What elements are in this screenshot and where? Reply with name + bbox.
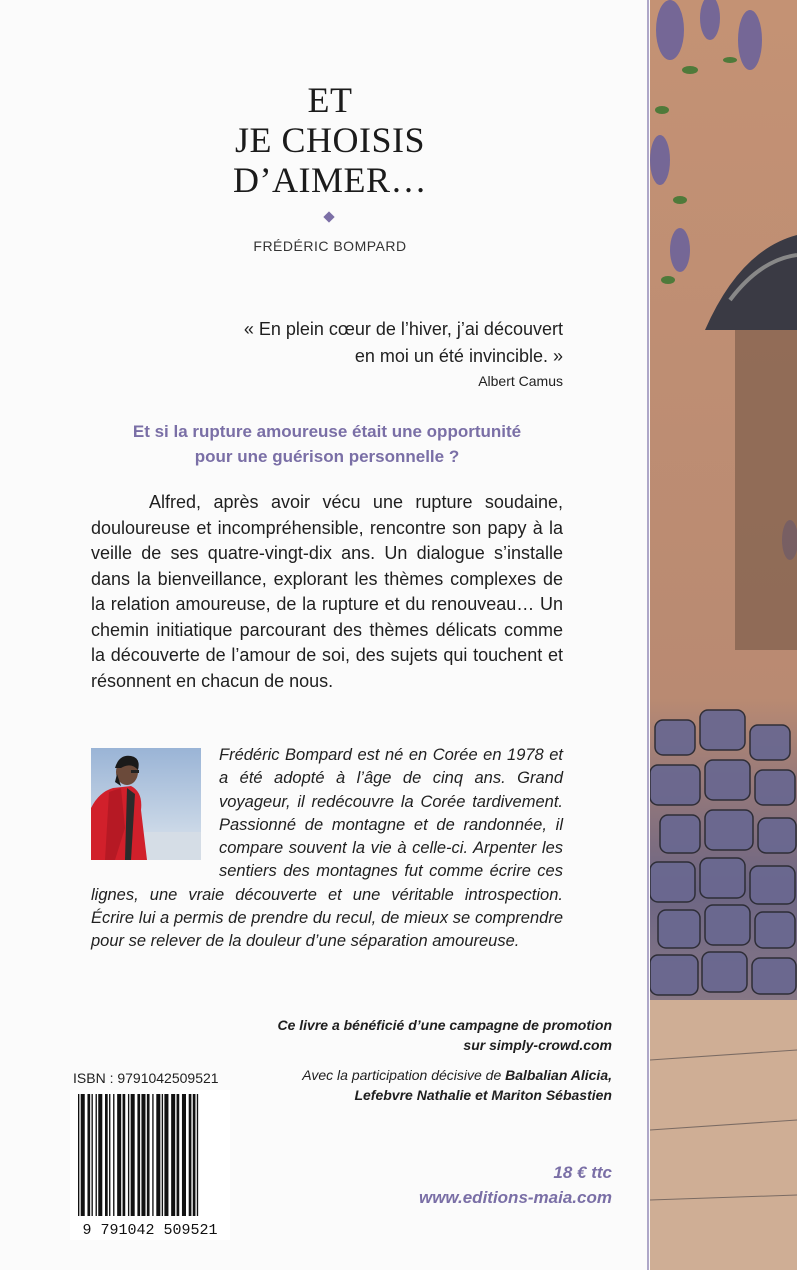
epigraph-quote: [200, 316, 563, 391]
participation-prefix: Avec la participation décisive de: [302, 1067, 506, 1083]
barcode-bar: [162, 1094, 163, 1216]
barcode-bar: [193, 1094, 196, 1216]
bio-text: Frédéric Bompard est né en Corée en 1978 et a été adopté à l’âge de cinq ans. Grand voyageur, il redécouvre la Corée tardivement. Passionné de montagne et de randonnée, il compare souvent la vie à celle-ci. Arpenter les sentiers des montagnes fut comme écrire ces lignes, une vraie découverte et une véritable introspection. Écrire lui a permis de prendre du recul, de mieux se comprendre pour se relever de la douleur d’une séparation amoureuse.: [91, 746, 563, 951]
barcode-bar: [131, 1094, 135, 1216]
cover-illustration: [650, 0, 797, 1270]
barcode-bar: [137, 1094, 140, 1216]
title-line-1: ET: [307, 80, 353, 120]
participants-names-2: Lefebvre Nathalie et Mariton Sébastien: [354, 1087, 612, 1103]
synopsis-paragraph: Alfred, après avoir vécu une rupture soudaine, douloureuse et incompréhensible, rencontre son papy à la veille de ses quatre-vingt-dix ans. Un dialogue s’installe dans la bienveillance, explorant les thèmes complexes de la relation amoureuse, de la rupture et du renouveau… Un chemin initiatique parcourant des thèmes délicats comme la découverte de l’amour de soi, des sujets qui touchent et résonnent en chacun de nous.: [91, 492, 563, 691]
isbn-label: ISBN : 9791042509521: [73, 1070, 219, 1086]
tagline-question: [92, 419, 562, 469]
quote-line-1: « En plein cœur de l’hiver, j’ai découvert: [243, 319, 563, 339]
barcode-bar: [141, 1094, 145, 1216]
barcode-bar: [105, 1094, 108, 1216]
participants-names-1: Balbalian Alicia,: [505, 1067, 612, 1083]
book-title: [180, 80, 480, 200]
author-name: FRÉDÉRIC BOMPARD: [253, 238, 407, 254]
barcode-bar: [87, 1094, 90, 1216]
barcode-bar: [156, 1094, 160, 1216]
barcode-bar: [189, 1094, 192, 1216]
cover-edge-line: [647, 0, 649, 1270]
credits-block: [230, 1015, 612, 1105]
barcode-bar: [96, 1094, 97, 1216]
credits-line-1: Ce livre a bénéficié d’une campagne de promotion: [277, 1017, 612, 1033]
question-line-2: pour une guérison personnelle ?: [194, 447, 460, 466]
photo-spacer: [91, 744, 219, 882]
barcode-bar: [164, 1094, 168, 1216]
price: 18 € ttc: [553, 1163, 612, 1182]
title-line-2: JE CHOISIS: [234, 120, 426, 160]
quote-author: Albert Camus: [478, 373, 563, 389]
barcode-bar: [152, 1094, 153, 1216]
barcode-bar: [182, 1094, 186, 1216]
quote-line-2: en moi un été invincible. »: [354, 346, 563, 366]
author-biography: [91, 744, 563, 954]
credits-line-2: sur simply-crowd.com: [463, 1037, 612, 1053]
barcode-bar: [177, 1094, 180, 1216]
barcode-bar: [171, 1094, 175, 1216]
question-line-1: Et si la rupture amoureuse était une opportunité: [132, 422, 522, 441]
barcode-bar: [113, 1094, 114, 1216]
barcode-bar: [128, 1094, 129, 1216]
barcode-bar: [81, 1094, 85, 1216]
participation-text: [230, 1065, 612, 1105]
publisher-website: www.editions-maia.com: [418, 1188, 612, 1207]
price-block: [360, 1160, 612, 1210]
barcode-bar: [98, 1094, 102, 1216]
barcode-bar: [78, 1094, 79, 1216]
barcode-bar: [123, 1094, 126, 1216]
barcode-bar: [92, 1094, 93, 1216]
diamond-ornament-icon: [323, 211, 334, 222]
barcode-bar: [109, 1094, 110, 1216]
barcode-bar: [197, 1094, 198, 1216]
barcode-bar: [117, 1094, 121, 1216]
title-line-3: D’AIMER…: [233, 160, 427, 200]
isbn-barcode: [70, 1090, 230, 1240]
barcode-bar: [147, 1094, 150, 1216]
barcode-digits: 9 791042 509521: [82, 1222, 218, 1239]
